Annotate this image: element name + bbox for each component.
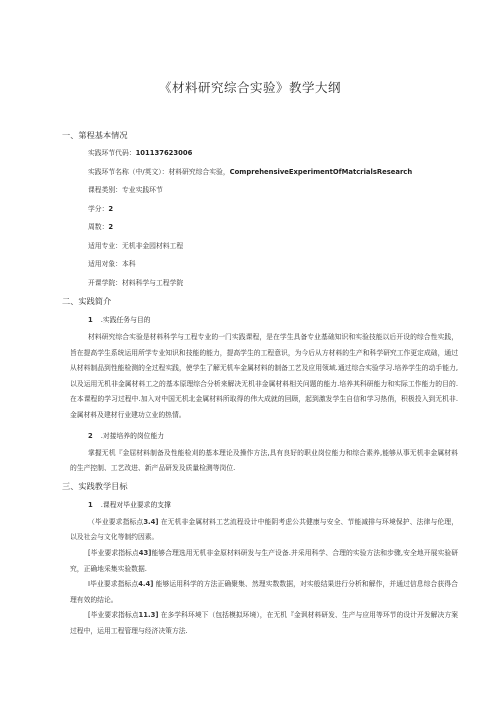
subheading-ability: 2 .对接培养的岗位能力 bbox=[88, 431, 165, 440]
page-title: 《材料研究综合实验》教学大纲 bbox=[158, 80, 341, 95]
field-category: 课程类别：专业实践环节 bbox=[88, 186, 163, 194]
section-heading-basic-info: 一、第程基本情况 bbox=[62, 130, 128, 140]
field-college: 开课学院：材料科学与工程学院 bbox=[88, 278, 184, 287]
field-name: 实践环节名称（中/英文）：材料研究综合实验，ComprehensiveExperimentOfMatcrialsResearch bbox=[88, 167, 413, 176]
field-weeks: 周数：2 bbox=[88, 223, 114, 231]
field-credit: 学分：2 bbox=[88, 204, 114, 213]
paragraph-task: 材料研究综合实验是材料科学与工程专业的一门实践课程，是在学生具备专业基础知识和实验技能以后开设的综合性实践，旨在提高学生系统运用所学专业知识和技能的能力，提高学生的工程意识，为今后从方材料的生产和科学研究工作更定成础，通过从材料制品到性能检测的全过程实践，使学生了解无机车金属材料的制备工艺及应用领域.通过综合实验学习.培养学生的动手能力,以及运用无机非金属材料工之的基本原理综合分析来解决无机非金属材料相关问题的能力.培养其科研能力和实际工作能力的目的.在本课程的学习过程中.加入对中国无机北金属材料所取得的伟大成就的回顾，起到激发学生自信和学习热俏，积极投入到无机非.金属材料及建材行业建功立业的热情。 bbox=[70, 333, 458, 419]
paragraph-req-1: （毕业要求指标点3.4] 在无机非金属材料工艺流程设计中能阴考虑公共健康与安全、节能减排与环境保护、法律与伦理，以及社会与文化等制约因素。 bbox=[70, 517, 458, 542]
paragraph-req-4: [毕业要求指标点11.3] 在多学科环境下（包括模拟环境），在无机『金讽材料研发、生产与应用等环节的设计开发解决方案过程中，运用工程管理与经济决策方法. bbox=[70, 611, 458, 635]
section-heading-intro: 二、实践简介 bbox=[62, 296, 112, 306]
paragraph-req-2: [毕业要求指标点43]能够合理选用无机非金原材料研发与生产设备.并采用科学、合理的实验方法和步骤,安全地开展实验研究，正确地采集实验数据. bbox=[70, 548, 458, 573]
subheading-task: 1 .实践任务与目的 bbox=[88, 316, 151, 324]
paragraph-req-3: I毕业要求指标点4.4] 能够运用科学的方法正确聚集、然理实数数据，对实般结果进行分析和解作，并通过信息综合获得合理有效的结论。 bbox=[70, 580, 458, 604]
field-code: 实践环节代码：101137623006 bbox=[88, 149, 193, 157]
section-heading-goals: 三、实践教学目标 bbox=[62, 480, 128, 491]
paragraph-ability: 掌握无机『金屈材料制备及性能检刈的基本理论及操作方法,具有良好的职业岗位能力和综合素养,能够从事无机非金属材料的生产控制、工艺改进、新产品研发及质量检测等岗位. bbox=[70, 448, 458, 473]
subheading-support: 1 .课程对毕业要求的支撑 bbox=[88, 500, 171, 509]
field-target: 适用对象：本科 bbox=[88, 260, 136, 268]
field-major: 适用专业：无机非金园材料工程 bbox=[88, 241, 184, 250]
